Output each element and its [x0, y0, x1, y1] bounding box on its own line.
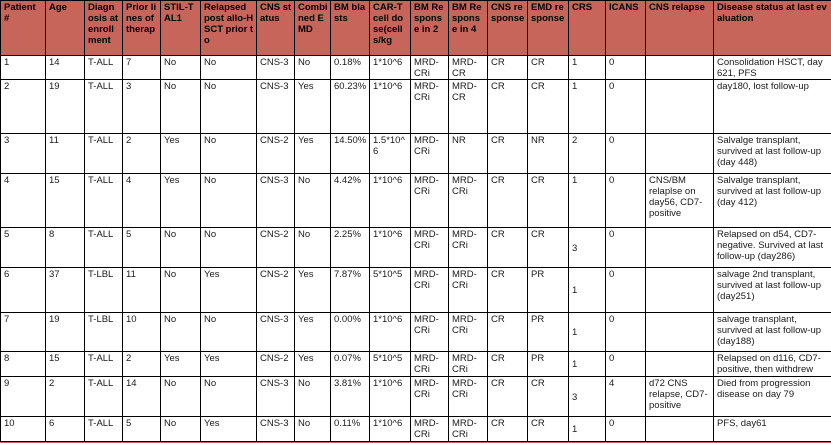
cell-cart_dose: 1.5*10^6	[370, 134, 411, 174]
cell-patient: 4	[1, 174, 46, 228]
cell-cns_resp: CR	[488, 268, 528, 313]
cell-combined_emd: No	[295, 377, 331, 417]
cell-bm_blasts: 4.42%	[331, 174, 370, 228]
table-row	[1, 174, 831, 228]
table-row	[1, 268, 831, 313]
cell-emd_resp: CR	[528, 377, 569, 417]
cell-combined_emd: Yes	[295, 268, 331, 313]
cell-diagnosis: T-ALL	[85, 417, 123, 442]
cell-stil_tal1: No	[161, 417, 201, 442]
cell-cns_resp: CR	[488, 174, 528, 228]
cell-cns_status: CNS-2	[257, 268, 295, 313]
cell-stil_tal1: No	[161, 228, 201, 268]
cell-bm_resp_4: MRD-CRi	[449, 352, 488, 377]
column-header-stil_tal1: STIL-TAL1	[161, 1, 201, 56]
cell-disease_status: PFS, day61	[714, 417, 831, 442]
cell-cns_status: CNS-2	[257, 352, 295, 377]
cell-bm_blasts: 60.23%	[331, 80, 370, 134]
cell-cart_dose: 5*10^5	[370, 268, 411, 313]
cell-combined_emd: No	[295, 56, 331, 80]
table-header	[1, 1, 831, 56]
cell-cns_relapse	[646, 313, 714, 352]
cell-age: 8	[46, 228, 85, 268]
cell-bm_resp_2: MRD-CRi	[411, 268, 449, 313]
cell-relapsed_post: No	[201, 228, 257, 268]
cell-prior_lines: 5	[123, 228, 161, 268]
cell-age: 19	[46, 80, 85, 134]
cell-bm_resp_4: MRD-CRi	[449, 174, 488, 228]
cell-stil_tal1: Yes	[161, 174, 201, 228]
cell-emd_resp: PR	[528, 352, 569, 377]
cell-relapsed_post: No	[201, 174, 257, 228]
cell-relapsed_post: No	[201, 377, 257, 417]
cell-cns_status: CNS-3	[257, 377, 295, 417]
cell-cns_status: CNS-3	[257, 80, 295, 134]
cell-stil_tal1: No	[161, 377, 201, 417]
cell-combined_emd: No	[295, 417, 331, 442]
cell-cns_relapse	[646, 80, 714, 134]
cell-emd_resp: CR	[528, 228, 569, 268]
cell-icans: 0	[606, 352, 646, 377]
cell-relapsed_post: No	[201, 80, 257, 134]
cell-disease_status: Relapsed on d54, CD7-negative. Survived at last follow-up (day286)	[714, 228, 831, 268]
cell-cns_status: CNS-2	[257, 134, 295, 174]
cell-disease_status: Consolidation HSCT, day 621, PFS	[714, 56, 831, 80]
cell-patient: 7	[1, 313, 46, 352]
column-header-bm_blasts: BM blasts	[331, 1, 370, 56]
cell-prior_lines: 3	[123, 80, 161, 134]
table-row	[1, 377, 831, 417]
cell-diagnosis: T-ALL	[85, 352, 123, 377]
cell-cns_resp: CR	[488, 417, 528, 442]
cell-icans: 0	[606, 228, 646, 268]
cell-stil_tal1: No	[161, 56, 201, 80]
cell-prior_lines: 4	[123, 174, 161, 228]
cell-bm_blasts: 0.00%	[331, 313, 370, 352]
cell-cns_resp: CR	[488, 377, 528, 417]
cell-icans: 0	[606, 56, 646, 80]
cell-diagnosis: T-ALL	[85, 174, 123, 228]
cell-diagnosis: T-ALL	[85, 80, 123, 134]
cell-diagnosis: T-ALL	[85, 228, 123, 268]
cell-bm_resp_2: MRD-CRi	[411, 134, 449, 174]
cell-age: 11	[46, 134, 85, 174]
cell-prior_lines: 5	[123, 417, 161, 442]
cell-crs: 3	[569, 228, 606, 268]
cell-bm_resp_4: MRD-CR	[449, 80, 488, 134]
cell-cns_resp: CR	[488, 80, 528, 134]
cell-cns_relapse: CNS/BM relaplse on day56, CD7-positive	[646, 174, 714, 228]
cell-combined_emd: Yes	[295, 134, 331, 174]
cell-emd_resp: CR	[528, 80, 569, 134]
cell-disease_status: salvage transplant, survived at last follow-up (day188)	[714, 313, 831, 352]
cell-disease_status: Died from progression disease on day 79	[714, 377, 831, 417]
cell-crs: 1	[569, 80, 606, 134]
cell-cns_status: CNS-3	[257, 56, 295, 80]
cell-icans: 0	[606, 268, 646, 313]
cell-bm_resp_4: NR	[449, 134, 488, 174]
cell-cns_relapse	[646, 352, 714, 377]
cell-bm_resp_2: MRD-CRi	[411, 377, 449, 417]
cell-emd_resp: CR	[528, 417, 569, 442]
cell-bm_blasts: 2.25%	[331, 228, 370, 268]
cell-diagnosis: T-ALL	[85, 377, 123, 417]
cell-diagnosis: T-ALL	[85, 134, 123, 174]
cell-cns_relapse	[646, 268, 714, 313]
cell-diagnosis: T-ALL	[85, 56, 123, 80]
column-header-cns_status: CNS status	[257, 1, 295, 56]
column-header-relapsed_post: Relapsed post allo-HSCT prior to	[201, 1, 257, 56]
cell-cart_dose: 1*10^6	[370, 313, 411, 352]
cell-bm_resp_4: MRD-CRi	[449, 417, 488, 442]
cell-age: 15	[46, 352, 85, 377]
cell-combined_emd: No	[295, 228, 331, 268]
cell-relapsed_post: Yes	[201, 268, 257, 313]
cell-stil_tal1: No	[161, 80, 201, 134]
cell-age: 2	[46, 377, 85, 417]
cell-icans: 0	[606, 313, 646, 352]
cell-diagnosis: T-LBL	[85, 268, 123, 313]
cell-bm_resp_2: MRD-CRi	[411, 174, 449, 228]
cell-prior_lines: 7	[123, 56, 161, 80]
cell-prior_lines: 14	[123, 377, 161, 417]
cell-crs: 1	[569, 352, 606, 377]
cell-disease_status: salvage 2nd transplant, survived at last follow-up (day251)	[714, 268, 831, 313]
cell-cns_resp: CR	[488, 134, 528, 174]
cell-crs: 1	[569, 313, 606, 352]
cell-cart_dose: 1*10^6	[370, 56, 411, 80]
column-header-patient: Patient #	[1, 1, 46, 56]
cell-cart_dose: 1*10^6	[370, 417, 411, 442]
cell-cns_resp: CR	[488, 228, 528, 268]
table-row	[1, 80, 831, 134]
cell-bm_resp_2: MRD-CRi	[411, 228, 449, 268]
cell-prior_lines: 2	[123, 134, 161, 174]
cell-age: 37	[46, 268, 85, 313]
cell-combined_emd: Yes	[295, 313, 331, 352]
cell-cns_relapse	[646, 56, 714, 80]
cell-bm_blasts: 0.18%	[331, 56, 370, 80]
cell-bm_resp_4: MRD-CRi	[449, 228, 488, 268]
column-header-cart_dose: CAR-T cell dose(cells/kg	[370, 1, 411, 56]
cell-emd_resp: PR	[528, 313, 569, 352]
cell-relapsed_post: No	[201, 56, 257, 80]
cell-cart_dose: 1*10^6	[370, 174, 411, 228]
column-header-combined_emd: Combined EMD	[295, 1, 331, 56]
cell-cns_status: CNS-2	[257, 228, 295, 268]
cell-disease_status: Salvalge transplant, survived at last follow-up (day 412)	[714, 174, 831, 228]
cell-crs: 1	[569, 56, 606, 80]
cell-stil_tal1: No	[161, 313, 201, 352]
cell-bm_resp_4: MRD-CRi	[449, 268, 488, 313]
cell-disease_status: Salvalge transplant, survived at last follow-up (day 448)	[714, 134, 831, 174]
cell-relapsed_post: Yes	[201, 417, 257, 442]
cell-prior_lines: 2	[123, 352, 161, 377]
cell-bm_resp_2: MRD-CRi	[411, 313, 449, 352]
cell-patient: 1	[1, 56, 46, 80]
cell-bm_blasts: 0.07%	[331, 352, 370, 377]
cell-diagnosis: T-LBL	[85, 313, 123, 352]
column-header-crs: CRS	[569, 1, 606, 56]
cell-bm_blasts: 0.11%	[331, 417, 370, 442]
cell-patient: 8	[1, 352, 46, 377]
cell-patient: 5	[1, 228, 46, 268]
column-header-age: Age	[46, 1, 85, 56]
cell-bm_resp_2: MRD-CRi	[411, 352, 449, 377]
cell-cart_dose: 1*10^6	[370, 228, 411, 268]
column-header-emd_resp: EMD response	[528, 1, 569, 56]
cell-stil_tal1: No	[161, 268, 201, 313]
cell-age: 15	[46, 174, 85, 228]
cell-cns_relapse	[646, 228, 714, 268]
cell-cns_status: CNS-3	[257, 417, 295, 442]
table-row	[1, 417, 831, 442]
column-header-cns_relapse: CNS relapse	[646, 1, 714, 56]
cell-cns_resp: CR	[488, 313, 528, 352]
cell-icans: 0	[606, 174, 646, 228]
cell-combined_emd: Yes	[295, 352, 331, 377]
cell-cns_relapse: d72 CNS relapse, CD7-positive	[646, 377, 714, 417]
cell-crs: 1	[569, 268, 606, 313]
cell-combined_emd: Yes	[295, 80, 331, 134]
cell-patient: 6	[1, 268, 46, 313]
table-row	[1, 56, 831, 80]
cell-prior_lines: 10	[123, 313, 161, 352]
cell-bm_resp_4: MRD-CRi	[449, 313, 488, 352]
header-row	[1, 1, 831, 56]
cell-relapsed_post: No	[201, 134, 257, 174]
cell-icans: 0	[606, 134, 646, 174]
column-header-cns_resp: CNS response	[488, 1, 528, 56]
table-row	[1, 352, 831, 377]
cell-age: 6	[46, 417, 85, 442]
cell-bm_resp_2: MRD-CRi	[411, 80, 449, 134]
cell-prior_lines: 11	[123, 268, 161, 313]
table-row	[1, 134, 831, 174]
cell-bm_resp_4: MRD-CRi	[449, 377, 488, 417]
cell-cart_dose: 5*10^5	[370, 352, 411, 377]
cell-disease_status: Relapsed on d116, CD7-positive, then withdrew	[714, 352, 831, 377]
cell-stil_tal1: Yes	[161, 352, 201, 377]
column-header-bm_resp_4: BM Response in 4	[449, 1, 488, 56]
column-header-bm_resp_2: BM Response in 2	[411, 1, 449, 56]
cell-icans: 0	[606, 417, 646, 442]
column-header-icans: ICANS	[606, 1, 646, 56]
cell-cns_resp: CR	[488, 56, 528, 80]
cell-cart_dose: 1*10^6	[370, 80, 411, 134]
column-header-diagnosis: Diagnosis at enrollment	[85, 1, 123, 56]
cell-emd_resp: PR	[528, 268, 569, 313]
table-row	[1, 228, 831, 268]
cell-disease_status: day180, lost follow-up	[714, 80, 831, 134]
column-header-disease_status: Disease status at last evaluation	[714, 1, 831, 56]
cell-cart_dose: 1*10^6	[370, 377, 411, 417]
cell-crs: 3	[569, 377, 606, 417]
cell-patient: 3	[1, 134, 46, 174]
cell-crs: 1	[569, 174, 606, 228]
cell-stil_tal1: Yes	[161, 134, 201, 174]
cell-icans: 0	[606, 80, 646, 134]
cell-cns_relapse	[646, 134, 714, 174]
cell-relapsed_post: Yes	[201, 352, 257, 377]
cell-cns_status: CNS-3	[257, 174, 295, 228]
cell-patient: 9	[1, 377, 46, 417]
cell-patient: 2	[1, 80, 46, 134]
cell-cns_relapse	[646, 417, 714, 442]
cell-emd_resp: CR	[528, 174, 569, 228]
cell-bm_resp_4: MRD-CR	[449, 56, 488, 80]
cell-bm_resp_2: MRD-CRi	[411, 417, 449, 442]
column-header-prior_lines: Prior lines of therap	[123, 1, 161, 56]
cell-age: 14	[46, 56, 85, 80]
cell-patient: 10	[1, 417, 46, 442]
cell-bm_blasts: 3.81%	[331, 377, 370, 417]
cell-emd_resp: CR	[528, 56, 569, 80]
cell-relapsed_post: No	[201, 313, 257, 352]
cell-crs: 2	[569, 134, 606, 174]
cell-emd_resp: NR	[528, 134, 569, 174]
cell-combined_emd: No	[295, 174, 331, 228]
cell-bm_blasts: 14.50%	[331, 134, 370, 174]
cell-age: 19	[46, 313, 85, 352]
cell-cns_resp: CR	[488, 352, 528, 377]
cell-icans: 4	[606, 377, 646, 417]
cell-bm_blasts: 7.87%	[331, 268, 370, 313]
cell-cns_status: CNS-3	[257, 313, 295, 352]
table-body	[1, 56, 831, 442]
cell-crs: 1	[569, 417, 606, 442]
table-row	[1, 313, 831, 352]
cell-bm_resp_2: MRD-CRi	[411, 56, 449, 80]
